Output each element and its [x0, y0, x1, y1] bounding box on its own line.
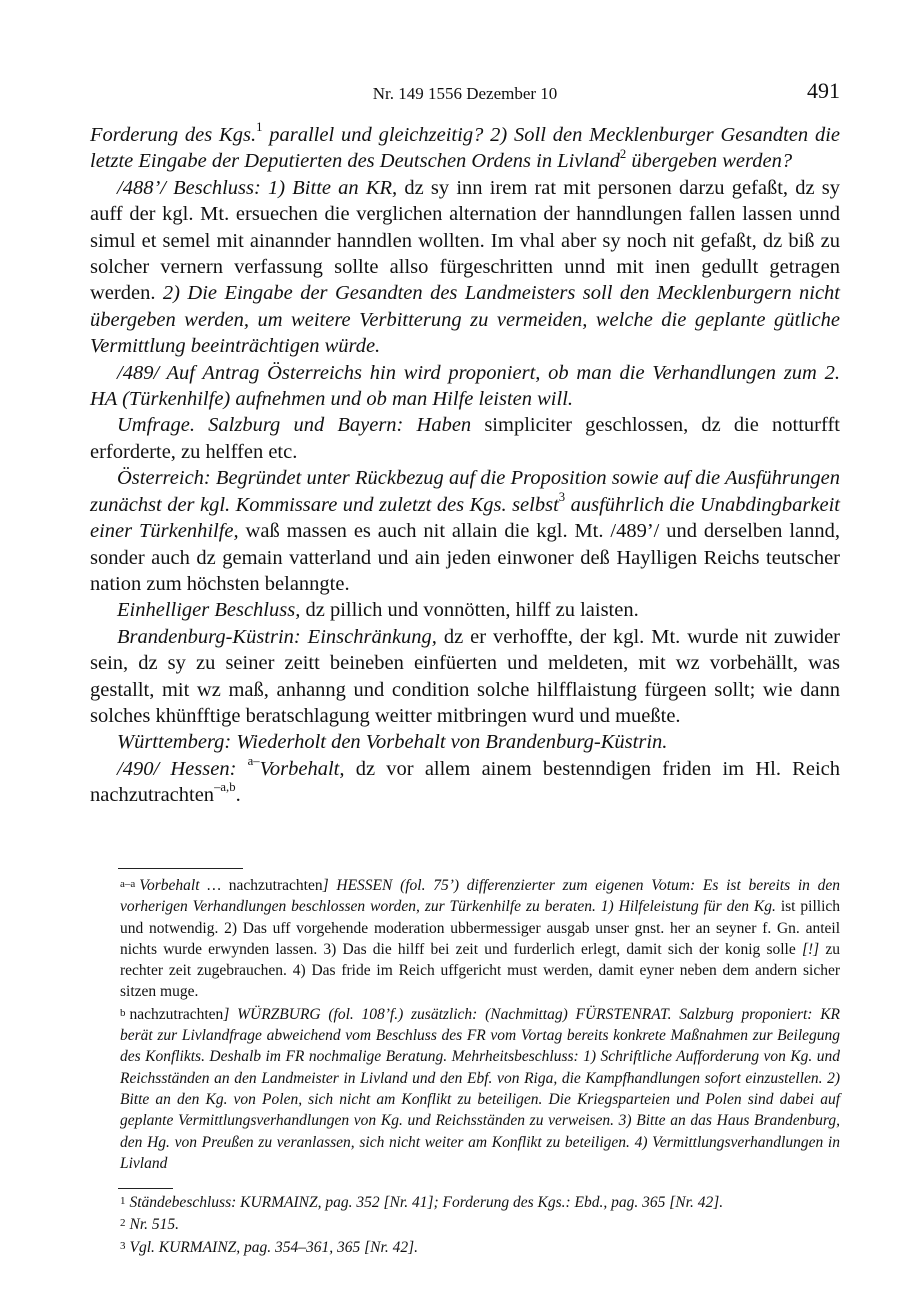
note-mark: 1: [120, 1195, 126, 1207]
paragraph-9: [90, 756, 840, 809]
italic-span: Brandenburg-Küstrin: Einschränkung,: [117, 625, 437, 648]
footnote-ref-2: 2: [619, 146, 627, 161]
apparatus-mark-a-open: a–: [247, 754, 260, 769]
italic-span: ] WÜRZBURG (fol. 108’f.) zusätzlich: (Nachmittag) FÜRSTENRAT. Salzburg proponiert: KR berät zur Livlandfrage abweichend vom Beschluss des FR vom Vortag bereits konkrete Maßnahmen zur Beilegung des Konflikts. Deshalb im FR nochmalige Beratung. Mehrheitsbeschluss: 1) Schriftliche Aufforderung von Kg. und Reichsständen an den Landmeister in Livland und den Ebf. von Riga, die Kampfhandlungen sofort einzustellen. 2) Bitte an den Kg. von Polen, sich nicht am Konflikt zu beteiligen. Die Kriegsparteien und Polen sind dabei auf geplante Vermittlungsverhandlungen von Kg. und Reichsständen zu verweisen. 3) Bitte an das Haus Brandenburg, den Hg. von Preußen zu veranlassen, sich nicht weiter am Konflikt zu beteiligen. 4) Vermittlungsverhandlungen in Livland: [120, 1005, 840, 1172]
footnote-text: Vgl. KURMAINZ, pag. 354–361, 365 [Nr. 42].: [129, 1238, 418, 1256]
apparatus-note-b: [90, 1003, 840, 1174]
footnote-2: [90, 1213, 840, 1235]
text-span: waß massen es auch nit allain die kgl. Mt. /489’/ und derselben lannd, sonder auch dz gemain vatterland und ain jeden einwoner deß Haylligen Reichs teutscher nation zum höchsten belanngte.: [90, 520, 840, 595]
paragraph-6: [90, 597, 840, 623]
italic-span: ] HESSEN (fol. 75’) differenzierter zum eigenen Votum: Es ist bereits in den vorherigen Verhandlungen beschlossen worden, zur Türkenhilfe zu beraten. 1) Hilfeleistung für den Kg.: [120, 877, 840, 916]
text-span: dz pillich und vonnötten, hilff zu laisten.: [300, 599, 639, 622]
paragraph-3: [90, 360, 840, 413]
text-span: dz er verhoffte, der kgl. Mt. wurde nit zuwider sein, dz sy zu seiner zeitt beineben einfüerten und meldeten, mit wz vorbehällt, was gestallt, mit wz maß, anhanng und condition solche hilfflaistung fürgeen sollt; wie dann solches khünfftige beratschlagung weitter mitbringen wurd und mueßte.: [90, 625, 840, 727]
italic-span: Württemberg: Wiederholt den Vorbehalt von Brandenburg-Küstrin.: [117, 731, 668, 754]
footnote-ref-3: 3: [558, 489, 566, 504]
paragraph-4: [90, 412, 840, 465]
italic-span: parallel und gleichzeitig? 2) Soll den Mecklenburger Gesandten die letzte Eingabe der Deputierten des Deutschen Ordens in Livland: [90, 124, 841, 173]
text-span: simpliciter geschlossen, dz die notturfft erforderte, zu helffen etc.: [90, 414, 840, 463]
text-span: .: [235, 784, 241, 807]
text-span: ist pillich und notwendig. 2) Das uff vorgehende moderation ubbermessiger ausgab unser gnst. her an seyner f. Gn. anteil nichts wurde erwynden lassen. 3) Das die hilff bei zeit und furderlich erlegt, damit sich der konig solle: [120, 898, 840, 958]
apparatus-mark-a-close: –a,b: [214, 780, 236, 795]
page-number: 491: [807, 78, 840, 103]
apparatus-note-a: [90, 874, 840, 1003]
italic-span: Umfrage. Salzburg und Bayern: Haben: [117, 414, 472, 437]
note-mark: a–a: [120, 878, 136, 890]
italic-span: /489/ Auf Antrag Österreichs hin wird proponiert, ob man die Verhandlungen zum 2. HA (Türkenhilfe) aufnehmen und ob man Hilfe leisten will.: [90, 361, 840, 411]
italic-span: Vorbehalt …: [139, 877, 222, 894]
italic-span: /488’/ Beschluss: 1) Bitte an KR,: [117, 176, 398, 199]
footnote-1: [90, 1191, 840, 1213]
italic-span: 2) Die Eingabe der Gesandten des Landmeisters soll den Mecklenburgern nicht übergeben werden, um weitere Verbitterung zu vermeiden, welche die geplante gütliche Vermittlung beeinträchtigen würde.: [90, 282, 840, 358]
footnote-text: Nr. 515.: [129, 1216, 180, 1234]
italic-span: Forderung des Kgs.: [90, 124, 257, 146]
italic-span: ausführlich die Unabdingbarkeit einer Türkenhilfe,: [90, 493, 840, 543]
note-mark: 2: [120, 1217, 126, 1230]
paragraph-8: [90, 729, 840, 755]
page-header: [90, 78, 840, 108]
footnote-text: Ständebeschluss: KURMAINZ, pag. 352 [Nr. 41]; Forderung des Kgs.: Ebd., pag. 365 [Nr. 42].: [129, 1194, 724, 1211]
italic-span: [!]: [801, 940, 820, 958]
critical-apparatus-divider: [118, 868, 243, 869]
text-span: nachzutrachten: [221, 877, 323, 894]
footnote-ref-1: 1: [256, 120, 263, 135]
italic-span: übergeben werden?: [626, 150, 793, 173]
text-span: nachzutrachten: [129, 1005, 224, 1023]
note-mark: 3: [120, 1239, 126, 1252]
paragraph-7: [90, 624, 840, 730]
italic-span: Österreich: Begründet unter Rückbezug auf die Proposition sowie auf die Ausführungen zunächst der kgl. Kommissare und zuletzt des Kgs. selbst: [90, 467, 840, 516]
main-text: [90, 122, 840, 809]
italic-span: Einhelliger Beschluss,: [117, 599, 301, 622]
text-span: dz vor allem ainem bestenndigen friden im Hl. Reich nachzutrachten: [90, 757, 840, 807]
critical-apparatus: [90, 874, 840, 1174]
text-span: dz sy inn irem rat mit personen darzu gefaßt, dz sy auff der kgl. Mt. ersuechen die verglichen alternation der hanndlungen fallen lassen unnd simul et semel mit ainannder hanndlen wollten. Im vhal aber sy noch nit gefaßt, dz biß zu solcher vernern verfassung sollte allso fürgeschritten unnd mit inen gedullt getragen werden.: [90, 176, 840, 305]
running-title: Nr. 149 1556 Dezember 10: [372, 84, 558, 103]
italic-span: Vorbehalt,: [259, 757, 345, 780]
text-span: zu rechter zeit zugebrauchen. 4) Das fride im Reich uffgericht must werden, damit eyner neben dem andern sicher sitzen muge.: [120, 940, 840, 1001]
footnotes: [90, 1191, 840, 1258]
footnote-divider: [118, 1188, 173, 1189]
paragraph-5: [90, 465, 840, 597]
paragraph-1: [90, 122, 840, 175]
footnote-3: [90, 1236, 840, 1258]
note-mark: b: [120, 1006, 126, 1019]
italic-span: /490/ Hessen:: [117, 757, 248, 780]
paragraph-2: [90, 175, 840, 360]
